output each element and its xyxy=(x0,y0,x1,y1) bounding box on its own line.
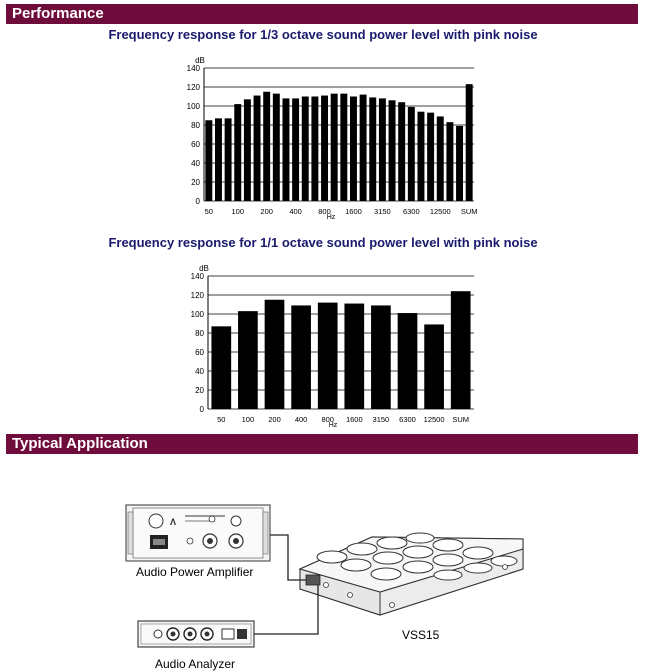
x-tick-label: 6300 xyxy=(402,207,420,216)
x-tick-label: 3150 xyxy=(372,415,390,424)
x-tick-label: 100 xyxy=(231,207,245,216)
bar xyxy=(291,305,311,409)
x-tick-label: 6300 xyxy=(399,415,416,424)
y-tick-label: 100 xyxy=(186,102,200,111)
analyzer-label: Audio Analyzer xyxy=(155,657,236,671)
bar xyxy=(244,99,251,201)
y-tick-label: 80 xyxy=(191,121,200,130)
y-tick-label: 0 xyxy=(195,197,200,206)
bar xyxy=(321,96,328,201)
bar xyxy=(282,98,289,201)
section-header-performance: Performance xyxy=(6,4,638,24)
amplifier-label: Audio Power Amplifier xyxy=(136,565,254,579)
x-tick-label: 200 xyxy=(260,207,273,216)
x-tick-label: 1600 xyxy=(345,207,362,216)
x-tick-label: 12500 xyxy=(429,207,451,216)
bar xyxy=(254,96,261,201)
x-axis-label: Hz xyxy=(326,214,336,221)
bar xyxy=(340,94,347,201)
chart-octave xyxy=(0,256,646,441)
bar xyxy=(417,112,424,201)
y-tick-label: 40 xyxy=(191,159,200,168)
bar xyxy=(389,100,396,201)
y-tick-label: 80 xyxy=(195,329,204,338)
bar xyxy=(311,97,318,202)
bar xyxy=(466,84,473,201)
y-tick-label: 60 xyxy=(191,140,200,149)
y-tick-label: 60 xyxy=(195,348,204,357)
y-tick-label: 140 xyxy=(190,272,204,281)
bar xyxy=(424,324,444,409)
bar xyxy=(273,94,280,201)
y-tick-label: 100 xyxy=(190,310,204,319)
y-axis-label: dB xyxy=(195,56,205,65)
application-diagram xyxy=(0,457,646,672)
bar xyxy=(331,94,338,201)
x-tick-label: 800 xyxy=(321,415,334,424)
bar xyxy=(446,122,453,201)
y-tick-label: 140 xyxy=(186,64,200,73)
x-tick-label: 100 xyxy=(241,415,255,424)
bar xyxy=(369,97,376,201)
bar xyxy=(344,304,364,409)
x-tick-label: 12500 xyxy=(423,415,445,424)
audio-analyzer xyxy=(138,621,254,647)
y-axis-label: dB xyxy=(199,264,209,273)
bar xyxy=(302,97,309,202)
bar xyxy=(292,98,299,201)
bar xyxy=(398,102,405,201)
chart-title-octave: Frequency response for 1/1 octave sound power level with pink noise xyxy=(108,235,538,250)
bar xyxy=(371,305,391,409)
bar xyxy=(360,95,367,201)
svg-text:Λ: Λ xyxy=(170,517,177,527)
x-tick-label: 50 xyxy=(204,207,213,216)
bar xyxy=(234,104,241,201)
x-tick-label: 3150 xyxy=(374,207,391,216)
device-label: VSS15 xyxy=(402,628,440,642)
x-tick-label: 1600 xyxy=(345,415,363,424)
x-tick-label: 50 xyxy=(217,415,226,424)
y-tick-label: 0 xyxy=(199,405,204,414)
section-header-application: Typical Application xyxy=(6,434,638,454)
bar xyxy=(205,120,212,201)
bar xyxy=(265,300,285,409)
bar xyxy=(408,107,415,201)
bar xyxy=(451,291,471,409)
x-tick-label: SUM xyxy=(460,207,478,216)
chart-title-third-octave: Frequency response for 1/3 octave sound power level with pink noise xyxy=(108,27,538,42)
y-tick-label: 120 xyxy=(186,83,200,92)
bar xyxy=(215,118,222,201)
bar xyxy=(318,303,338,409)
audio-power-amplifier xyxy=(126,505,270,561)
x-tick-label: 200 xyxy=(268,415,281,424)
chart-third-octave xyxy=(0,48,646,243)
bar xyxy=(350,97,357,202)
vss15-device xyxy=(300,533,523,615)
bar xyxy=(398,313,418,409)
bar xyxy=(427,113,434,201)
y-tick-label: 120 xyxy=(190,291,204,300)
x-tick-label: 400 xyxy=(294,415,308,424)
x-tick-label: 400 xyxy=(289,207,302,216)
x-axis-label: Hz xyxy=(328,422,338,429)
y-tick-label: 20 xyxy=(195,386,204,395)
bar xyxy=(263,92,270,201)
bar xyxy=(225,118,232,201)
y-tick-label: 40 xyxy=(195,367,204,376)
bar xyxy=(211,326,231,409)
x-tick-label: 800 xyxy=(318,207,331,216)
bar xyxy=(456,126,463,201)
x-tick-label: SUM xyxy=(452,415,470,424)
y-tick-label: 20 xyxy=(191,178,200,187)
bar xyxy=(437,116,444,201)
bar xyxy=(379,98,386,201)
bar xyxy=(238,311,258,409)
